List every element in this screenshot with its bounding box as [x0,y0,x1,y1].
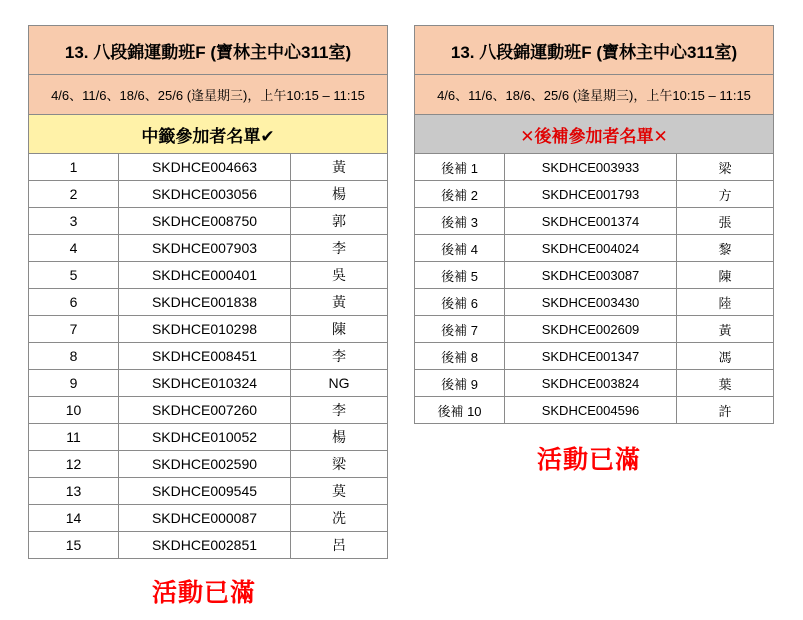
member-surname: 楊 [291,181,388,208]
activity-full-notice: 活動已滿 [152,578,257,607]
table-row [29,370,388,397]
member-surname: NG [291,370,388,397]
row-number: 後補 10 [415,397,505,424]
row-number: 12 [29,451,119,478]
table-row [29,262,388,289]
member-id: SKDHCE008750 [119,208,291,235]
member-surname: 梁 [677,154,774,181]
member-id: SKDHCE010324 [119,370,291,397]
table-row [415,208,774,235]
class-schedule: 4/6、11/6、18/6、25/6 (逢星期三)，上午10:15 – 11:15 [29,75,388,115]
row-number: 後補 3 [415,208,505,235]
member-id: SKDHCE003430 [505,289,677,316]
table-row [29,505,388,532]
member-id: SKDHCE010052 [119,424,291,451]
member-id: SKDHCE010298 [119,316,291,343]
member-id: SKDHCE001347 [505,343,677,370]
member-id: SKDHCE001374 [505,208,677,235]
table-row [415,181,774,208]
row-number: 9 [29,370,119,397]
table-row [415,289,774,316]
table-row [29,235,388,262]
table-row [29,343,388,370]
table-row [415,262,774,289]
table-row [29,424,388,451]
member-surname: 李 [291,343,388,370]
row-number: 後補 7 [415,316,505,343]
row-number: 14 [29,505,119,532]
row-number: 後補 9 [415,370,505,397]
table-row [415,154,774,181]
row-number: 7 [29,316,119,343]
row-number: 後補 5 [415,262,505,289]
member-surname: 莫 [291,478,388,505]
row-number: 10 [29,397,119,424]
member-surname: 馮 [677,343,774,370]
table-row [415,370,774,397]
member-surname: 梁 [291,451,388,478]
member-id: SKDHCE001838 [119,289,291,316]
table-row [29,316,388,343]
table-row [415,235,774,262]
member-surname: 張 [677,208,774,235]
member-surname: 郭 [291,208,388,235]
class-title: 13. 八段錦運動班F (寶林主中心311室) [29,26,388,75]
member-id: SKDHCE002590 [119,451,291,478]
member-id: SKDHCE002609 [505,316,677,343]
row-number: 後補 1 [415,154,505,181]
row-number: 15 [29,532,119,559]
member-id: SKDHCE001793 [505,181,677,208]
table-row [29,289,388,316]
list-header: 中籤參加者名單✔ [29,115,388,154]
member-surname: 陸 [677,289,774,316]
member-surname: 陳 [677,262,774,289]
member-surname: 葉 [677,370,774,397]
table-row [29,397,388,424]
row-number: 11 [29,424,119,451]
table-row [415,343,774,370]
table-row [29,181,388,208]
row-number: 1 [29,154,119,181]
row-number: 後補 2 [415,181,505,208]
member-surname: 陳 [291,316,388,343]
table-row [29,532,388,559]
member-surname: 李 [291,235,388,262]
member-id: SKDHCE000087 [119,505,291,532]
class-schedule: 4/6、11/6、18/6、25/6 (逢星期三)，上午10:15 – 11:15 [415,75,774,115]
member-id: SKDHCE002851 [119,532,291,559]
row-number: 後補 8 [415,343,505,370]
class-title: 13. 八段錦運動班F (寶林主中心311室) [415,26,774,75]
table-row [415,316,774,343]
member-surname: 呂 [291,532,388,559]
member-id: SKDHCE004024 [505,235,677,262]
member-id: SKDHCE009545 [119,478,291,505]
member-surname: 黃 [677,316,774,343]
member-surname: 許 [677,397,774,424]
member-surname: 李 [291,397,388,424]
table-row [29,451,388,478]
row-number: 4 [29,235,119,262]
member-id: SKDHCE003933 [505,154,677,181]
member-id: SKDHCE003824 [505,370,677,397]
member-id: SKDHCE007903 [119,235,291,262]
member-surname: 冼 [291,505,388,532]
member-surname: 吳 [291,262,388,289]
activity-full-notice: 活動已滿 [537,445,642,474]
member-id: SKDHCE007260 [119,397,291,424]
waitlist-panel [414,25,773,424]
member-surname: 黃 [291,154,388,181]
row-number: 8 [29,343,119,370]
member-id: SKDHCE004663 [119,154,291,181]
table-row [29,154,388,181]
member-surname: 黎 [677,235,774,262]
row-number: 後補 4 [415,235,505,262]
row-number: 2 [29,181,119,208]
table-row [29,478,388,505]
member-surname: 方 [677,181,774,208]
list-header: ✕後補參加者名單✕ [415,115,774,154]
successful-applicants-panel [28,25,387,559]
row-number: 5 [29,262,119,289]
waitlist-table [414,25,774,424]
row-number: 後補 6 [415,289,505,316]
member-id: SKDHCE000401 [119,262,291,289]
member-id: SKDHCE004596 [505,397,677,424]
row-number: 3 [29,208,119,235]
successful-applicants-table [28,25,388,559]
member-id: SKDHCE008451 [119,343,291,370]
row-number: 6 [29,289,119,316]
member-surname: 黃 [291,289,388,316]
table-row [29,208,388,235]
row-number: 13 [29,478,119,505]
member-id: SKDHCE003087 [505,262,677,289]
member-surname: 楊 [291,424,388,451]
table-row [415,397,774,424]
member-id: SKDHCE003056 [119,181,291,208]
